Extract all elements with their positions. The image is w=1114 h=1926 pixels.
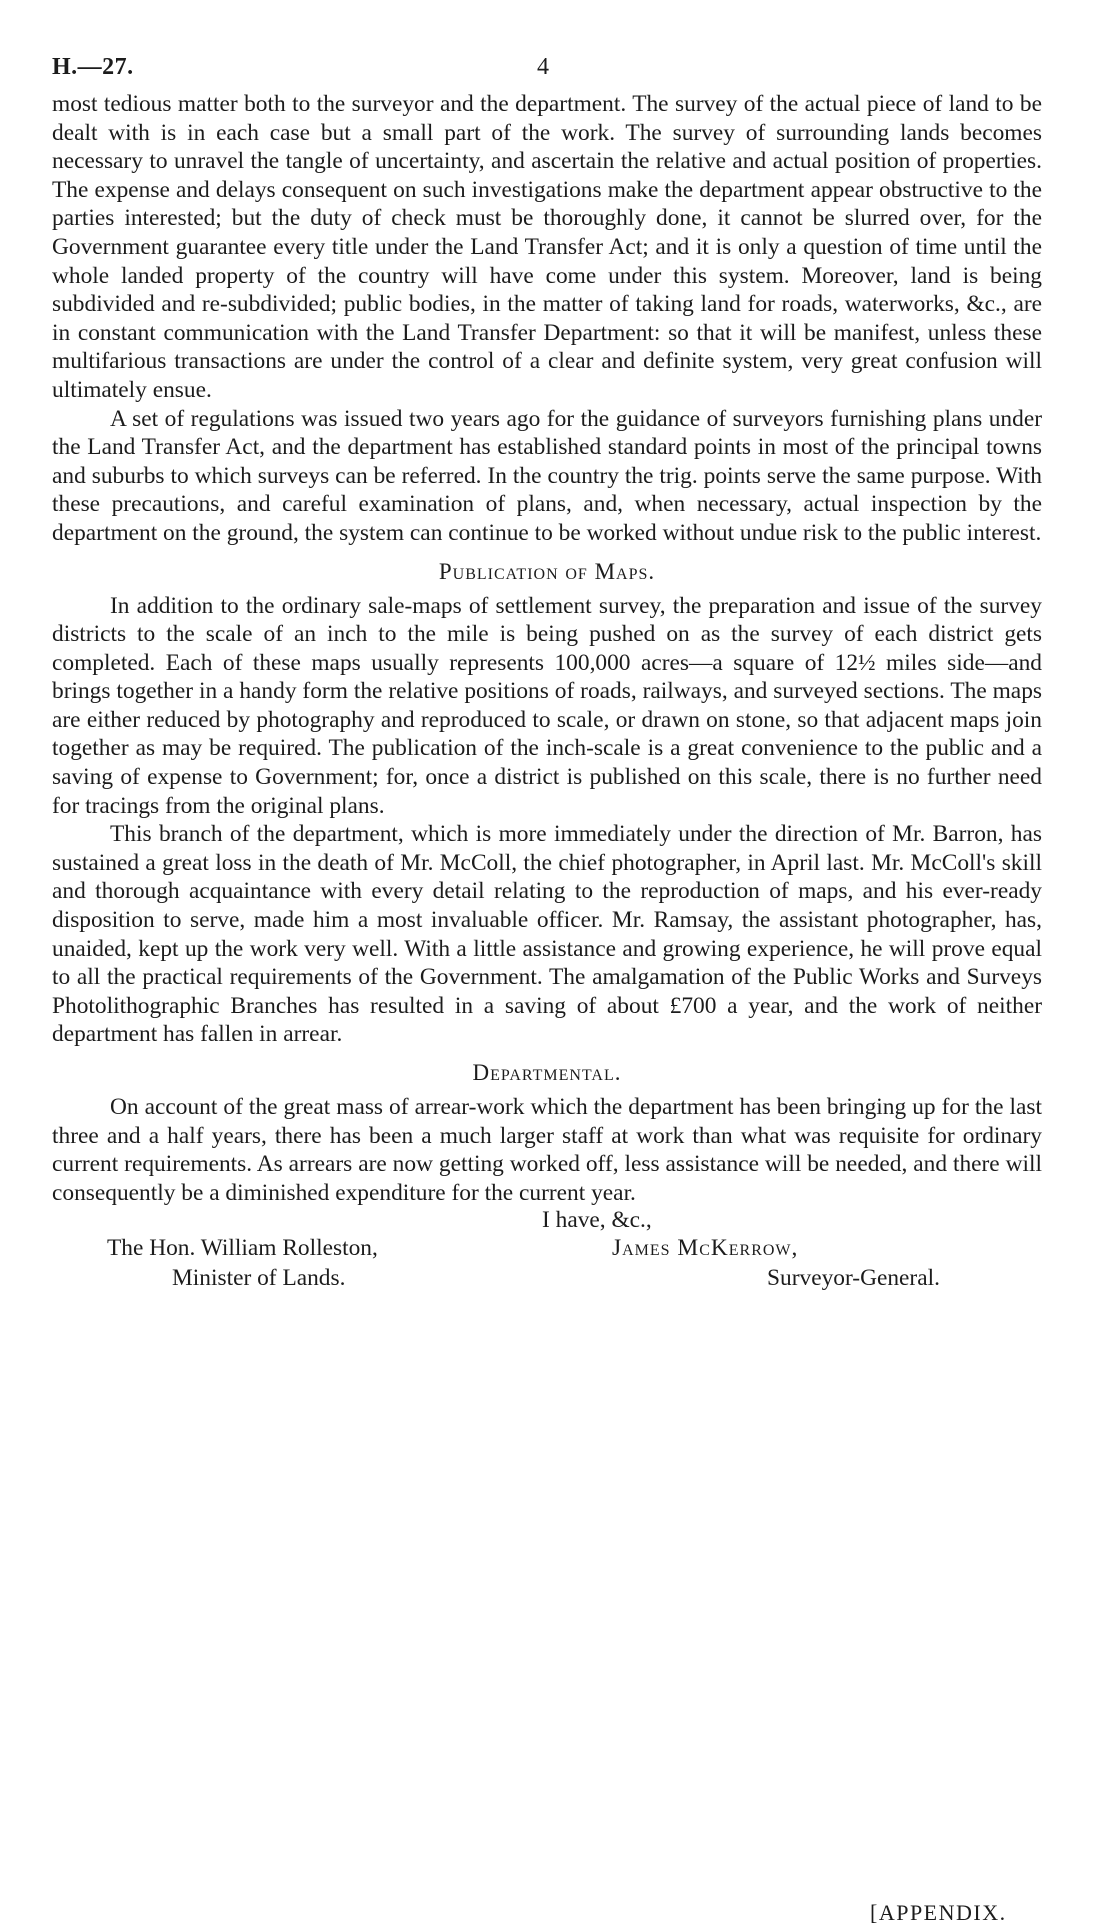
closing-salutation: I have, &c., <box>542 1207 652 1234</box>
signatory-title: Surveyor-General. <box>767 1265 940 1292</box>
page-number: 4 <box>537 54 549 80</box>
paragraph-maps-issue: In addition to the ordinary sale-maps of settlement survey, the preparation and issue of the survey districts to the scale of an inch to the mile is being pushed on as the survey of each district gets completed. Each of these maps usually represents 100,000 acres—a square of 12½ miles side—and brings together in a handy form the relative positions of roads, railways, and surveyed sections. The maps are either reduced by photography and reproduced to scale, or drawn on stone, so that adjacent maps join together as may be required. The publication of the inch-scale is a great convenience to the public and a saving of expense to Government; for, once a district is published on this scale, there is no further need for tracings from the original plans. <box>52 592 1042 819</box>
body-text <box>52 90 1042 1207</box>
paragraph-continued: most tedious matter both to the surveyor and the department. The survey of the actual piece of land to be dealt with is in each case but a small part of the work. The survey of surrounding lands becomes necessary to unravel the tangle of uncertainty, and ascertain the relative and actual position of properties. The expense and delays consequent on such investigations make the department appear obstructive to the parties interested; but the duty of check must be thoroughly done, it cannot be slurred over, for the Government guarantee every title under the Land Transfer Act; and it is only a question of time until the whole landed property of the country will have come under this system. Moreover, land is being subdivided and re-subdivided; public bodies, in the matter of taking land for roads, waterworks, &c., are in constant communication with the Land Transfer Department: so that it will be manifest, unless these multifarious transactions are under the control of a clear and definite system, very great confusion will ultimately ensue. <box>52 91 1042 403</box>
letter-closing <box>52 1207 1042 1327</box>
section-heading-publication-of-maps: Publication of Maps. <box>438 558 656 584</box>
page-header <box>52 54 1042 90</box>
catchword-appendix: [APPENDIX. <box>870 1900 1007 1925</box>
document-page <box>52 54 1042 1327</box>
paragraph-regulations: A set of regulations was issued two years ago for the guidance of surveyors furnishing plans under the Land Transfer Act, and the department has established standard points in most of the principal towns and suburbs to which surveys can be referred. In the country the trig. points serve the same purpose. With these precautions, and careful examination of plans, and, when necessary, actual inspection by the department on the ground, the system can continue to be worked without undue risk to the public interest. <box>52 405 1042 546</box>
document-reference: H.—27. <box>52 54 134 80</box>
paragraph-maps-branch: This branch of the department, which is more immediately under the direction of Mr. Barron, has sustained a great loss in the death of Mr. McColl, the chief photographer, in April last. Mr. McColl's skill and thorough acquaintance with every detail relating to the reproduction of maps, and his ever-ready disposition to serve, made him a most invaluable officer. Mr. Ramsay, the assistant photographer, has, unaided, kept up the work very well. With a little assistance and growing experience, he will prove equal to all the practical requirements of the Government. The amalgamation of the Public Works and Surveys Photolithographic Branches has resulted in a saving of about £700 a year, and the work of neither department has fallen in arrear. <box>52 821 1042 1048</box>
signatory-name: James McKerrow, <box>612 1235 799 1262</box>
paragraph-departmental: On account of the great mass of arrear-work which the department has been bringing up for the last three and a half years, there has been a much larger staff at work than what was requisite for ordinary current requirements. As arrears are now getting worked off, less assistance will be needed, and there will consequently be a diminished expenditure for the current year. <box>52 1094 1042 1206</box>
section-heading-departmental: Departmental. <box>472 1060 622 1085</box>
recipient-name: The Hon. William Rolleston, <box>107 1235 378 1262</box>
recipient-title: Minister of Lands. <box>172 1265 346 1292</box>
